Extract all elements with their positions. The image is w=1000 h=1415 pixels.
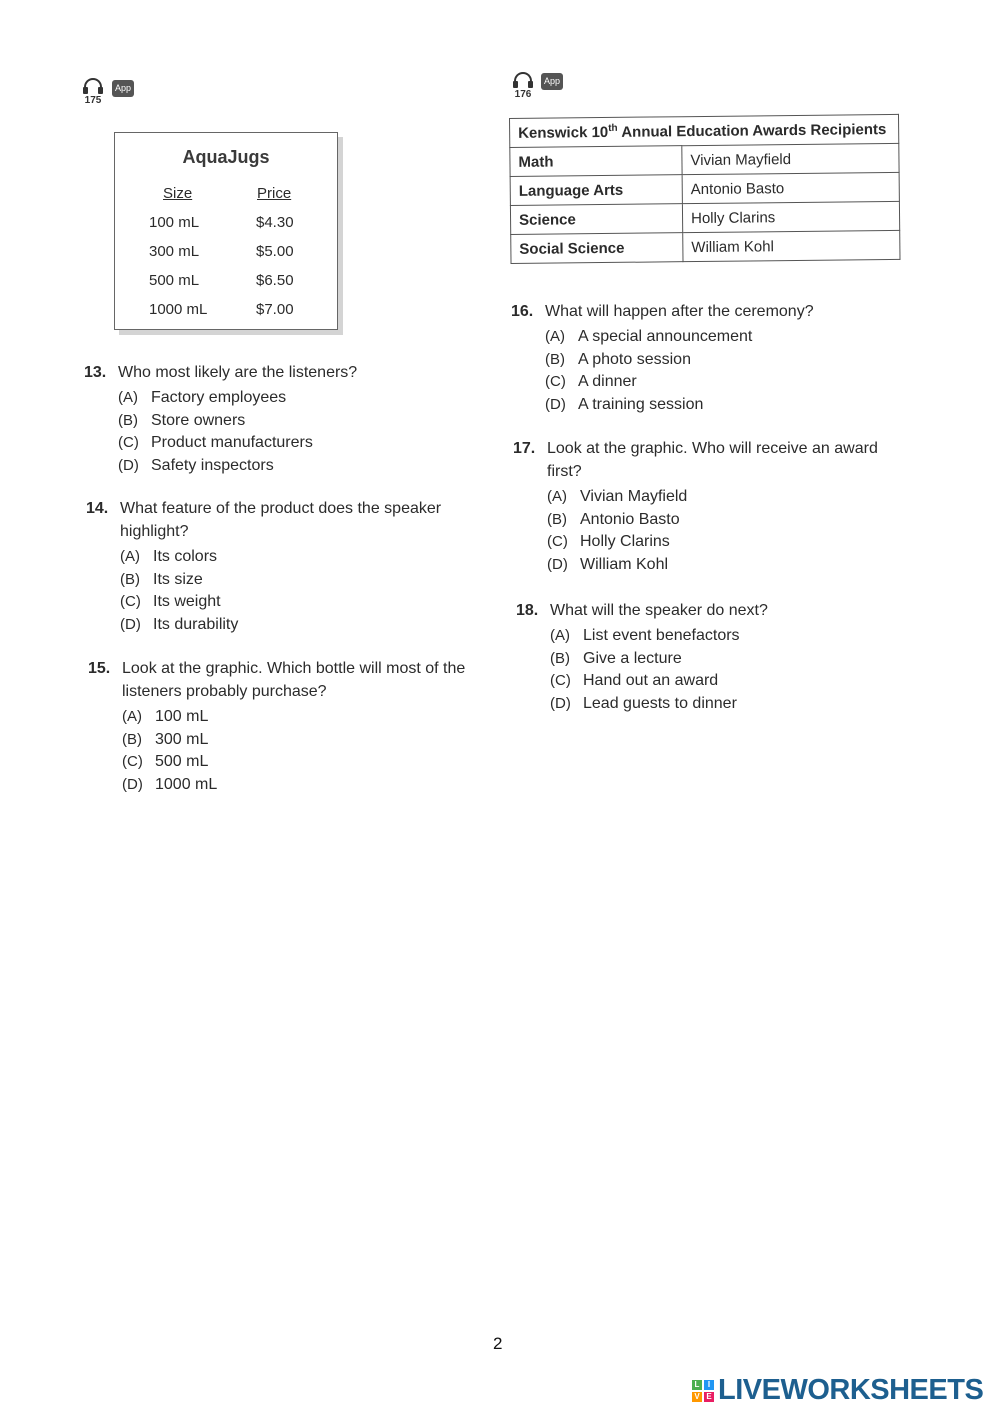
size-header: Size <box>163 185 193 202</box>
price-cell: $7.00 <box>256 301 294 318</box>
aquajugs-title: AquaJugs <box>182 147 270 167</box>
answer-option[interactable] <box>550 693 896 716</box>
question-14 <box>86 497 466 636</box>
option-letter: (D) <box>118 456 139 474</box>
audio-track-175 <box>84 76 102 106</box>
price-cell: $4.30 <box>256 214 294 231</box>
option-letter: (D) <box>120 615 141 633</box>
size-cell: 1000 mL <box>149 301 208 318</box>
price-header: Price <box>257 185 292 202</box>
option-letter: (C) <box>122 753 143 770</box>
price-cell: $5.00 <box>256 243 294 260</box>
question-text: Who most likely are the listeners? <box>118 364 358 381</box>
table-row <box>510 172 899 205</box>
audio-track-176 <box>514 70 532 100</box>
question-17 <box>513 437 893 576</box>
option-letter: (A) <box>547 488 567 505</box>
size-cell: 300 mL <box>149 243 200 260</box>
option-text: Antonio Basto <box>580 510 680 528</box>
question-16 <box>511 300 891 416</box>
size-cell: 500 mL <box>149 272 200 289</box>
question-number: 17. <box>513 440 536 457</box>
subject-cell: Science <box>510 204 682 235</box>
table-row <box>510 201 899 234</box>
answer-option[interactable] <box>545 349 891 372</box>
option-text: Product manufacturers <box>151 434 313 451</box>
question-number: 14. <box>86 500 109 517</box>
awards-title: Kenswick 10th Annual Education Awards Recipients <box>510 114 899 147</box>
option-text: Its weight <box>153 593 221 610</box>
option-letter: (C) <box>550 672 571 689</box>
option-letter: (B) <box>120 570 140 588</box>
subject-cell: Social Science <box>511 233 683 264</box>
answer-option[interactable] <box>550 648 896 671</box>
option-text: 300 mL <box>155 730 209 748</box>
option-text: List event benefactors <box>583 627 740 644</box>
table-row <box>115 266 337 295</box>
option-text: Its size <box>153 570 203 588</box>
option-letter: (C) <box>120 593 141 610</box>
option-letter: (C) <box>545 373 566 390</box>
option-letter: (C) <box>118 434 139 451</box>
logo-grid-icon: L I V E <box>692 1380 714 1402</box>
awards-recipients-table <box>509 114 901 264</box>
price-cell: $6.50 <box>256 272 294 289</box>
subject-cell: Math <box>510 146 682 177</box>
answer-option[interactable] <box>118 410 464 433</box>
option-letter: (D) <box>545 395 566 413</box>
recipient-cell: William Kohl <box>683 230 900 261</box>
question-text: What will the speaker do next? <box>550 602 768 619</box>
table-row <box>511 230 900 263</box>
answer-option[interactable] <box>118 432 464 455</box>
track-number: 176 <box>514 89 532 100</box>
option-letter: (D) <box>550 694 571 712</box>
option-letter: (A) <box>120 548 140 565</box>
option-text: A training session <box>578 395 704 413</box>
answer-option[interactable] <box>545 394 891 417</box>
headphones-icon <box>514 72 532 83</box>
table-row <box>115 295 337 324</box>
option-letter: (D) <box>122 775 143 793</box>
app-badge: App <box>112 80 134 97</box>
answer-option[interactable] <box>122 751 468 774</box>
option-letter: (B) <box>118 411 138 429</box>
option-text: William Kohl <box>580 555 669 573</box>
track-number: 175 <box>84 95 102 106</box>
table-title-row <box>510 114 899 147</box>
option-letter: (B) <box>547 510 567 528</box>
question-number: 16. <box>511 303 534 320</box>
answer-option[interactable] <box>550 670 896 693</box>
page-number: 2 <box>493 1334 503 1353</box>
answer-option[interactable] <box>120 614 466 637</box>
answer-option[interactable] <box>122 706 468 729</box>
question-number: 13. <box>84 364 107 381</box>
answer-option[interactable] <box>545 371 891 394</box>
recipient-cell: Vivian Mayfield <box>682 143 899 174</box>
logo-text: LIVEWORKSHEETS <box>718 1374 984 1406</box>
answer-option[interactable] <box>120 546 466 569</box>
option-text: A photo session <box>578 350 691 368</box>
question-text: Look at the graphic. Which bottle will most of the listeners probably purchase? <box>122 660 466 700</box>
answer-option[interactable] <box>547 486 893 509</box>
option-text: Holly Clarins <box>580 533 670 550</box>
answer-option[interactable] <box>547 509 893 532</box>
question-number: 15. <box>88 660 111 677</box>
option-text: 1000 mL <box>155 775 218 793</box>
option-text: 100 mL <box>155 708 209 725</box>
option-text: Vivian Mayfield <box>580 488 688 505</box>
option-letter: (B) <box>545 350 565 368</box>
option-letter: (B) <box>122 730 142 748</box>
option-text: Its colors <box>153 548 218 565</box>
option-text: Give a lecture <box>583 649 682 667</box>
answer-option[interactable] <box>120 569 466 592</box>
subject-cell: Language Arts <box>510 175 682 206</box>
table-row <box>115 208 337 237</box>
question-text: What will happen after the ceremony? <box>545 303 814 320</box>
option-letter: (A) <box>118 389 138 406</box>
answer-option[interactable] <box>550 625 896 648</box>
recipient-cell: Holly Clarins <box>682 201 899 232</box>
headphones-icon <box>84 78 102 89</box>
answer-option[interactable] <box>545 326 891 349</box>
option-letter: (C) <box>547 533 568 550</box>
question-18 <box>516 599 896 715</box>
answer-option[interactable] <box>122 774 468 797</box>
answer-option[interactable] <box>547 531 893 554</box>
option-text: Factory employees <box>151 389 287 406</box>
app-badge: App <box>541 73 563 90</box>
question-13 <box>84 361 464 477</box>
option-text: A special announcement <box>578 328 753 345</box>
option-text: Hand out an award <box>583 672 719 689</box>
recipient-cell: Antonio Basto <box>682 172 899 203</box>
question-15 <box>88 657 468 796</box>
option-text: Safety inspectors <box>151 456 274 474</box>
question-text: What feature of the product does the speaker highlight? <box>120 500 442 540</box>
question-number: 18. <box>516 602 539 619</box>
answer-option[interactable] <box>118 455 464 478</box>
option-text: Its durability <box>153 615 239 633</box>
question-text: Look at the graphic. Who will receive an award first? <box>547 440 878 480</box>
aquajugs-price-table <box>114 132 338 330</box>
table-row <box>510 143 899 176</box>
option-letter: (B) <box>550 649 570 667</box>
option-letter: (A) <box>545 328 565 345</box>
answer-option[interactable] <box>122 729 468 752</box>
answer-option[interactable] <box>118 387 464 410</box>
answer-option[interactable] <box>547 554 893 577</box>
table-header-row <box>115 179 337 208</box>
option-letter: (A) <box>550 627 570 644</box>
option-text: 500 mL <box>155 753 209 770</box>
table-row <box>115 237 337 266</box>
size-cell: 100 mL <box>149 214 200 231</box>
liveworksheets-logo[interactable] <box>692 1374 983 1407</box>
option-letter: (D) <box>547 555 568 573</box>
option-text: A dinner <box>578 373 637 390</box>
option-text: Store owners <box>151 411 246 429</box>
answer-option[interactable] <box>120 591 466 614</box>
option-letter: (A) <box>122 708 142 725</box>
option-text: Lead guests to dinner <box>583 694 737 712</box>
